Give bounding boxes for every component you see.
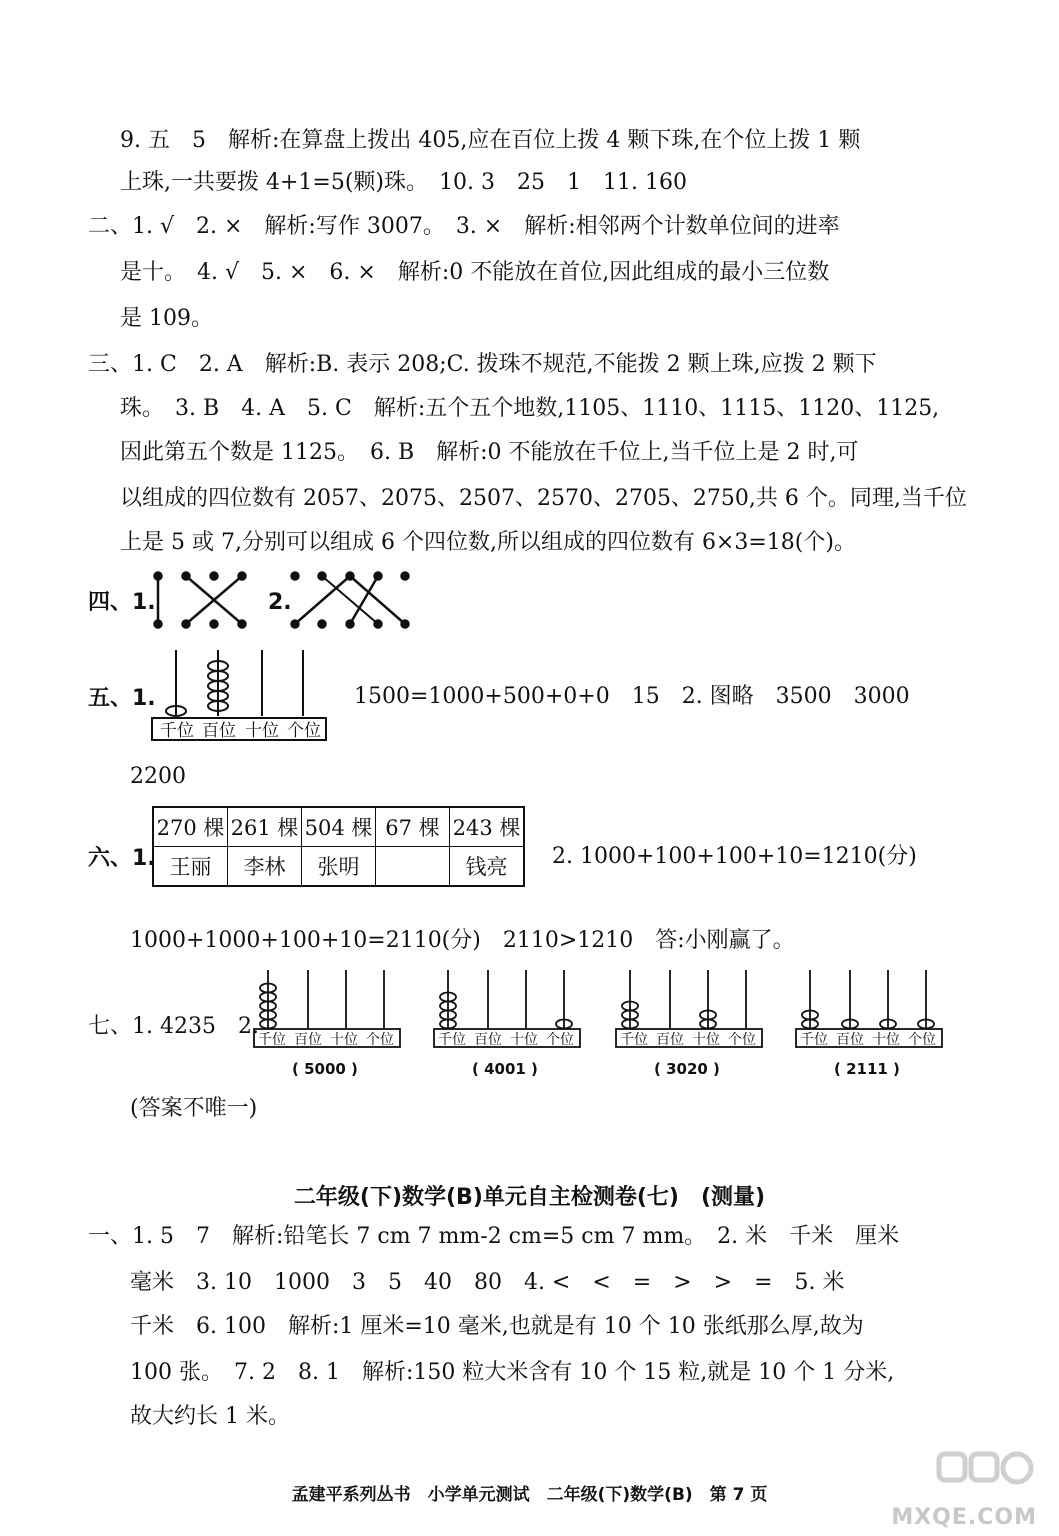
answer-line-3: 二、1. √ 2. × 解析:写作 3007。 3. × 解析:相邻两个计数单位间的进率 [88,214,840,239]
table-cell: 504 棵 [302,807,376,847]
watermark-text: MXQE.COM [891,1505,1037,1530]
abacus7c-label-ones: 个位 [728,1032,756,1048]
abacus7b-label-tens: 十位 [510,1032,538,1048]
answer-line-6: 三、1. C 2. A 解析:B. 表示 208;C. 拨珠不规范,不能拨 2 颗上珠,应拨 2 颗下 [88,352,877,377]
abacus7c-label-thousands: 千位 [620,1032,648,1048]
abacus7d-label-ones: 个位 [908,1032,936,1048]
table-cell: 67 棵 [376,807,450,847]
section6-answer-cont: 1000+1000+100+10=2110(分) 2110>1210 答:小刚赢了。 [130,928,795,953]
section5-label: 五、1. [88,686,156,711]
abacus7d-label-tens: 十位 [872,1032,900,1048]
abacus7a-label-ones: 个位 [366,1032,394,1048]
page-footer: 孟建平系列丛书 小学单元测试 二年级(下)数学(B) 第 7 页 [291,1485,768,1505]
abacus7b-label-hundreds: 百位 [474,1032,502,1048]
answer-line-4: 是十。 4. √ 5. × 6. × 解析:0 不能放在首位,因此组成的最小三位数 [120,260,830,285]
abacus7d-label-hundreds: 百位 [836,1032,864,1048]
abacus7c-label-hundreds: 百位 [656,1032,684,1048]
answer-line-7: 珠。 3. B 4. A 5. C 解析:五个五个地数,1105、1110、1115、1120、1125, [120,396,940,421]
abacus7b-label-ones: 个位 [546,1032,574,1048]
abacus-group-section7 [252,966,972,1082]
answer-line-5: 是 109。 [120,306,213,331]
answer-line-10: 上是 5 或 7,分别可以组成 6 个四位数,所以组成的四位数有 6×3=18(个)。 [120,530,856,555]
abacus7a-label-tens: 十位 [330,1032,358,1048]
table-cell: 张明 [302,847,376,887]
section6-q2-answer: 2. 1000+100+100+10=1210(分) [552,844,917,869]
abacus5-label-thousands: 千位 [160,721,194,741]
matching-diagrams [150,570,430,630]
table-cell: 李林 [228,847,302,887]
abacus7d-answer: ( 2111 ) [834,1060,900,1078]
tree-count-table [152,806,525,887]
answer-line-19: 毫米 3. 10 1000 3 5 40 80 4. < < = > > = 5. 米 [130,1270,845,1295]
section4-q2-label: 2. [268,590,292,615]
table-cell [376,847,450,887]
table-cell: 王丽 [153,847,228,887]
answer-line-21: 100 张。 7. 2 8. 1 解析:150 粒大米含有 10 个 15 粒,就是 10 个 1 分米, [130,1360,895,1385]
table-cell: 钱亮 [450,847,525,887]
section5-answer: 1500=1000+500+0+0 15 2. 图略 3500 3000 [354,684,910,709]
answer-line-20: 千米 6. 100 解析:1 厘米=10 毫米,也就是有 10 个 10 张纸那么厚,故为 [130,1314,864,1339]
abacus5-label-hundreds: 百位 [202,721,236,741]
abacus7a-answer: ( 5000 ) [292,1060,358,1078]
answer-line-18: 一、1. 5 7 解析:铅笔长 7 cm 7 mm-2 cm=5 cm 7 mm。 2. 米 千米 厘米 [88,1224,900,1249]
abacus7a-label-thousands: 千位 [258,1032,286,1048]
table-cell: 243 棵 [450,807,525,847]
abacus7d-label-thousands: 千位 [800,1032,828,1048]
answer-line-2: 上珠,一共要拨 4+1=5(颗)珠。 10. 3 25 1 11. 160 [120,170,687,195]
table-cell: 270 棵 [153,807,228,847]
section4-label: 四、1. [88,590,156,615]
section5-answer-cont: 2200 [130,764,186,789]
table-cell: 261 棵 [228,807,302,847]
abacus7b-label-thousands: 千位 [438,1032,466,1048]
section7-label: 七、1. 4235 2. [88,1014,259,1039]
abacus5-label-ones: 个位 [287,721,321,741]
abacus5-label-tens: 十位 [245,721,279,741]
answer-line-22: 故大约长 1 米。 [130,1404,290,1429]
section-title: 二年级(下)数学(B)单元自主检测卷(七) (测量) [293,1185,766,1210]
answer-line-8: 因此第五个数是 1125。 6. B 解析:0 不能放在千位上,当千位上是 2 时,可 [120,440,859,465]
section7-note: (答案不唯一) [130,1096,258,1121]
abacus7a-label-hundreds: 百位 [294,1032,322,1048]
abacus-section5 [150,646,330,744]
answer-line-1: 9. 五 5 解析:在算盘上拨出 405,应在百位上拨 4 颗下珠,在个位上拨 1 颗 [120,128,861,153]
abacus7b-answer: ( 4001 ) [472,1060,538,1078]
abacus7c-answer: ( 3020 ) [654,1060,720,1078]
abacus7c-label-tens: 十位 [692,1032,720,1048]
section6-label: 六、1. [88,846,156,871]
answer-line-9: 以组成的四位数有 2057、2075、2507、2570、2705、2750,共 6 个。同理,当千位 [120,486,967,511]
